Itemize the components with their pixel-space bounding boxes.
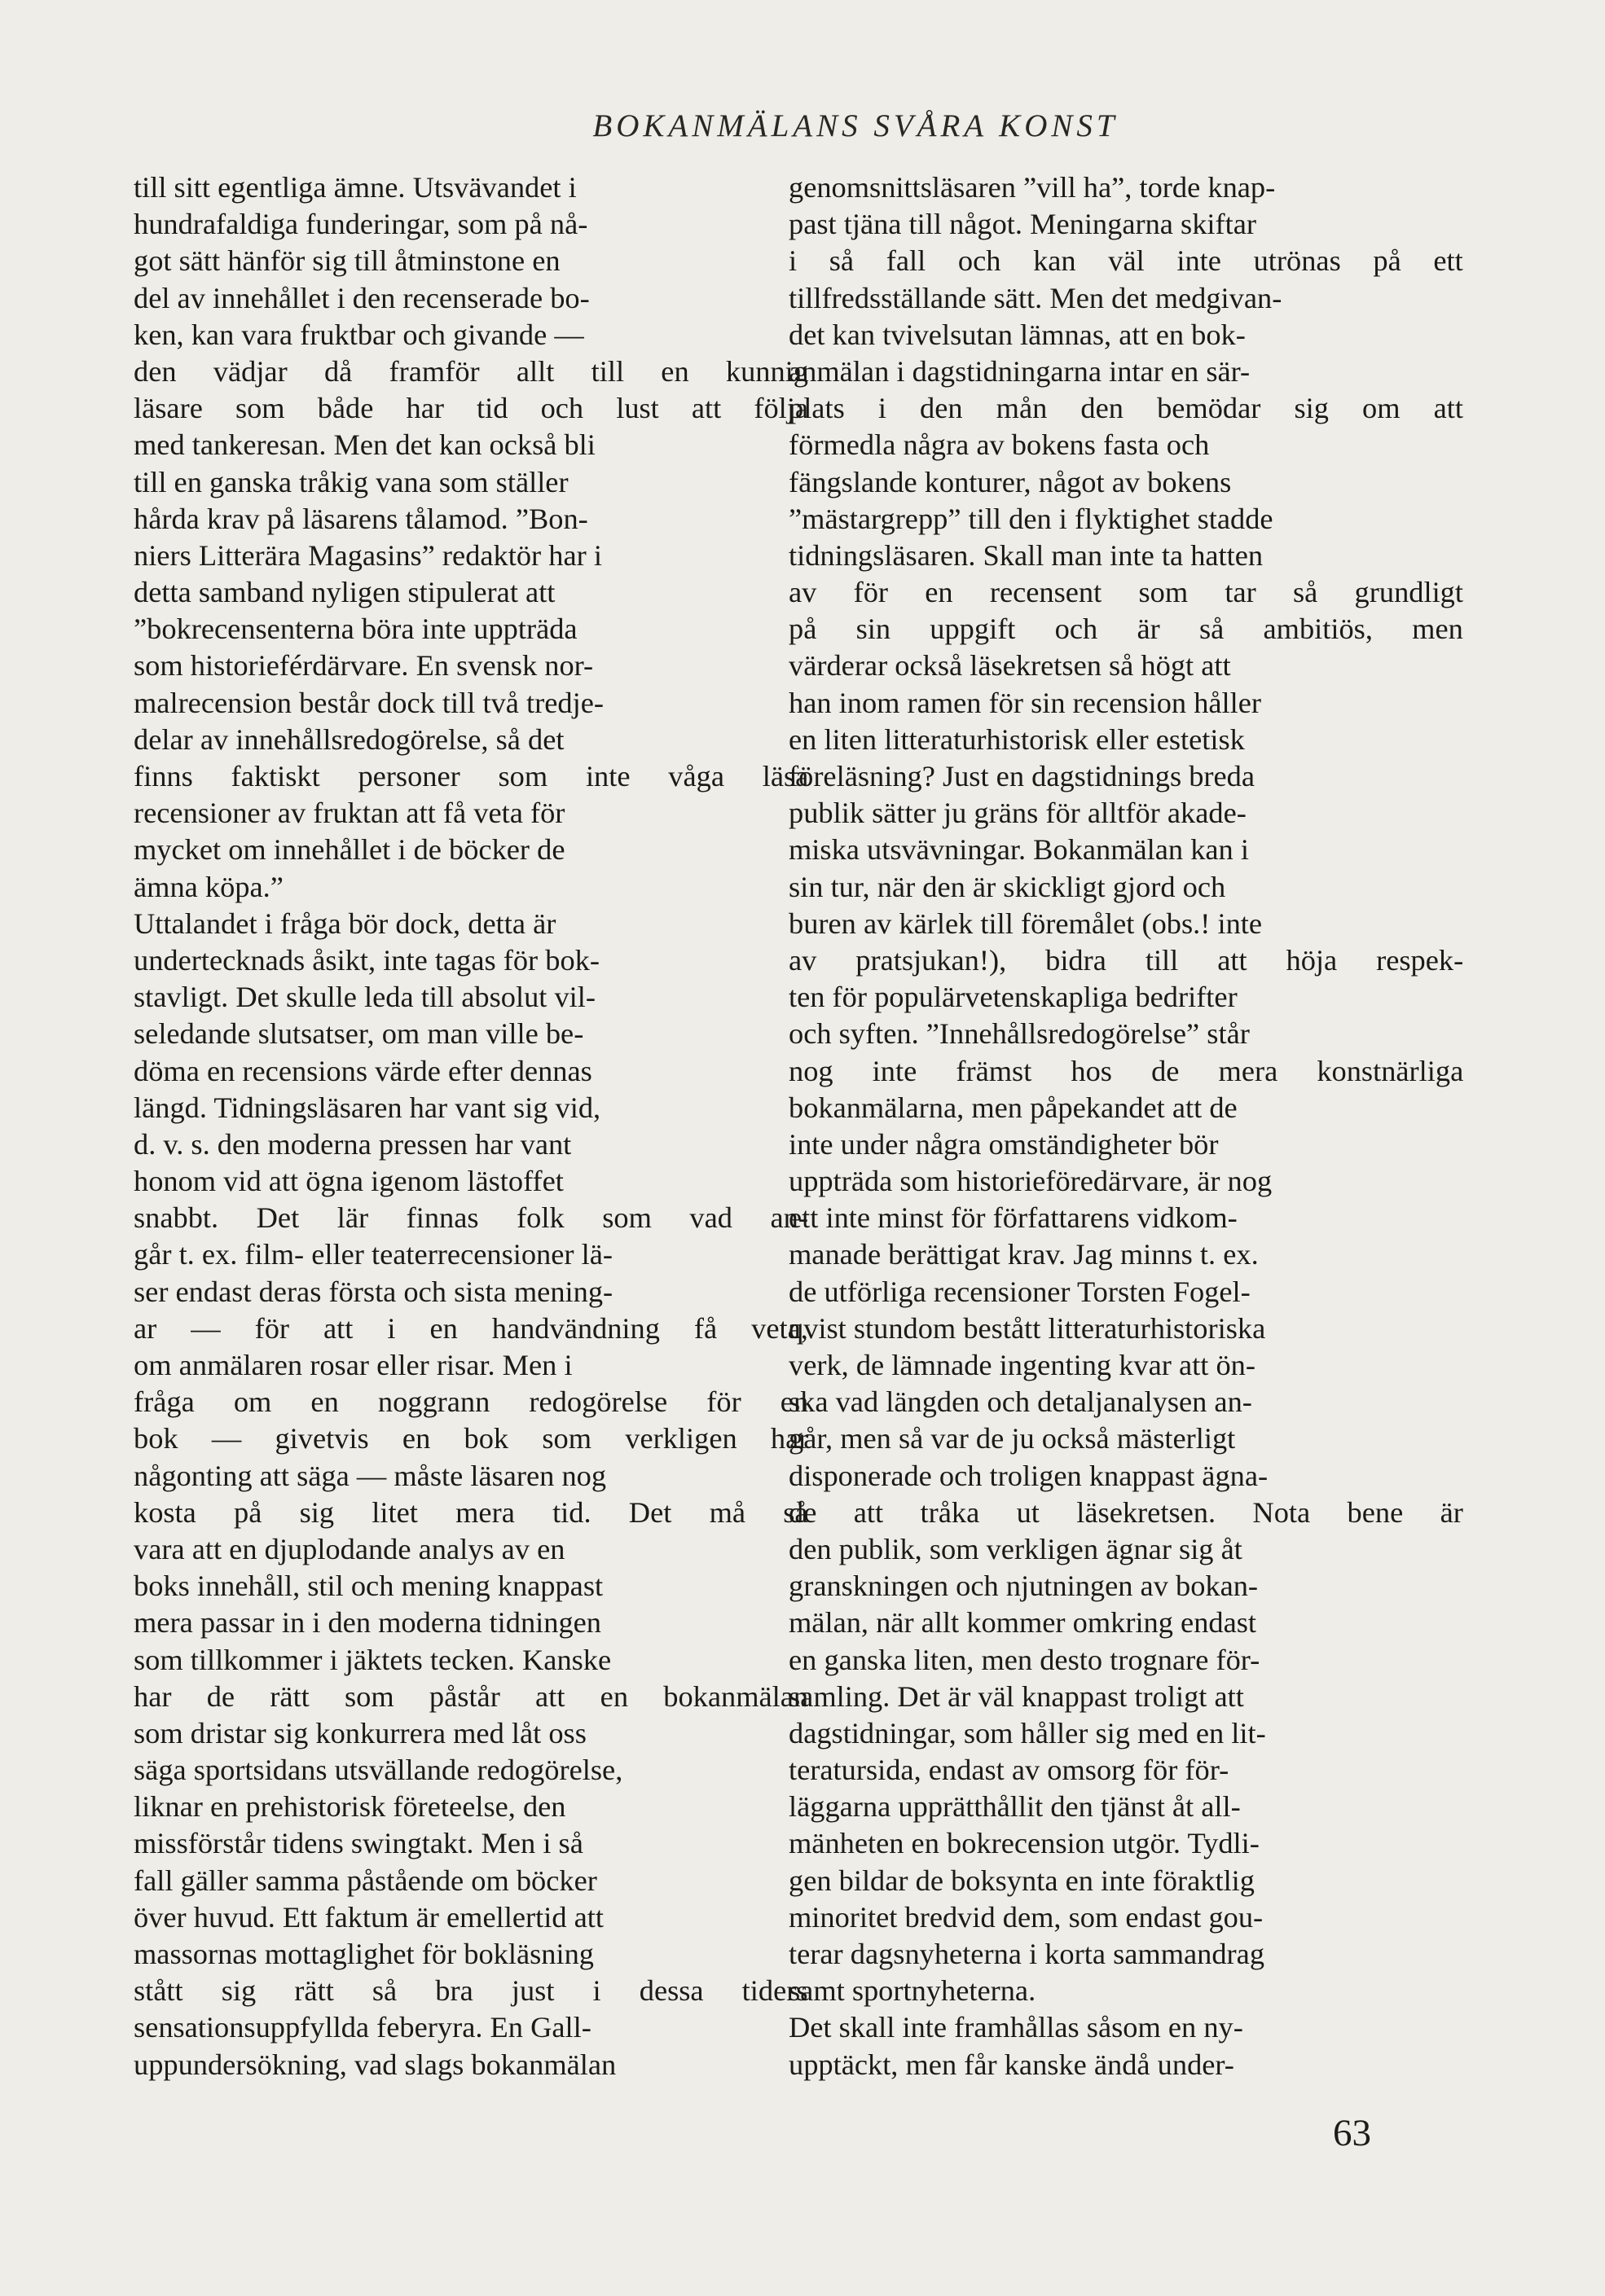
text-line: genomsnittsläsaren ”vill ha”, torde knap-: [789, 171, 1276, 204]
text-line: buren av kärlek till föremålet (obs.! inte: [789, 907, 1263, 940]
text-line: de att tråka ut läsekretsen. Nota bene är: [789, 1495, 1463, 1529]
text-line: bok — givetvis en bok som verkligen har: [134, 1422, 809, 1455]
text-line: sensationsuppfyllda feberyra. En Gall-: [134, 2011, 591, 2044]
text-line: samling. Det är väl knappast troligt att: [789, 1679, 1244, 1713]
text-line: mycket om innehållet i de böcker de: [134, 833, 565, 867]
text-line: med tankeresan. Men det kan också bli: [134, 428, 596, 462]
text-line: detta samband nyligen stipulerat att: [134, 576, 556, 609]
text-line: som historieférdärvare. En svensk nor-: [134, 649, 594, 683]
text-line: seledande slutsatser, om man ville be-: [134, 1017, 584, 1051]
right-column: [789, 169, 1463, 2083]
text-line: Uttalandet i fråga bör dock, detta är: [134, 907, 556, 940]
text-line: sin tur, när den är skickligt gjord och: [789, 870, 1226, 903]
text-line: finns faktiskt personer som inte våga läsa: [134, 760, 809, 792]
text-line: mera passar in i den moderna tidningen: [134, 1606, 601, 1640]
text-line: upptäckt, men får kanske ändå under-: [789, 2048, 1234, 2081]
text-line: delar av innehållsredogörelse, så det: [134, 722, 565, 756]
text-line: terar dagsnyheterna i korta sammandrag: [789, 1938, 1265, 1970]
text-line: en liten litteraturhistorisk eller estetisk: [789, 722, 1245, 756]
text-line: föreläsning? Just en dagstidnings breda: [789, 760, 1255, 792]
text-line: ar — för att i en handvändning få veta,: [134, 1311, 808, 1345]
text-line: på sin uppgift och är så ambitiös, men: [789, 612, 1463, 646]
text-line: ”mästargrepp” till den i flyktighet stadde: [789, 502, 1273, 535]
text-line: värderar också läsekretsen så högt att: [789, 649, 1231, 683]
text-line: i så fall och kan väl inte utrönas på ett: [789, 244, 1463, 278]
text-line: ken, kan vara fruktbar och givande —: [134, 318, 584, 351]
text-line: över huvud. Ett faktum är emellertid att: [134, 1900, 605, 1934]
text-line: tidningsläsaren. Skall man inte ta hatten: [789, 538, 1264, 572]
page-number: 63: [1333, 2112, 1371, 2154]
text-line: miska utsvävningar. Bokanmälan kan i: [789, 833, 1249, 867]
text-line: bokanmälarna, men påpekandet att de: [789, 1091, 1238, 1124]
text-line: granskningen och njutningen av bokan-: [789, 1569, 1259, 1603]
text-line: den publik, som verkligen ägnar sig åt: [789, 1532, 1242, 1565]
text-line: vara att en djuplodande analys av en: [134, 1532, 565, 1565]
text-line: stått sig rätt så bra just i dessa tiders: [134, 1974, 808, 2008]
text-line: anmälan i dagstidningarna intar en sär-: [789, 354, 1251, 388]
text-line: en ganska liten, men desto trognare för-: [789, 1643, 1260, 1676]
text-line: disponerade och troligen knappast ägna-: [789, 1459, 1269, 1492]
text-line: till sitt egentliga ämne. Utsvävandet i: [134, 171, 577, 204]
text-line: minoritet bredvid dem, som endast gou-: [789, 1900, 1264, 1934]
text-line: malrecension består dock till två tredje-: [134, 686, 604, 719]
text-line: kosta på sig litet mera tid. Det må så: [134, 1495, 808, 1529]
text-line: liknar en prehistorisk företeelse, den: [134, 1790, 566, 1824]
text-line: verk, de lämnade ingenting kvar att ön-: [789, 1349, 1255, 1381]
left-column: [134, 169, 808, 2083]
text-line: ”bokrecensenterna böra inte uppträda: [134, 612, 578, 646]
text-line: honom vid att ögna igenom lästoffet: [134, 1165, 564, 1198]
text-line: ten för populärvetenskapliga bedrifter: [789, 981, 1238, 1014]
text-line: fall gäller samma påstående om böcker: [134, 1864, 597, 1897]
text-line: ser endast deras första och sista mening-: [134, 1275, 613, 1308]
text-line: det kan tvivelsutan lämnas, att en bok-: [789, 318, 1246, 351]
text-line: inte under några omständigheter bör: [789, 1127, 1219, 1161]
text-line: går, men så var de ju också mästerligt: [789, 1422, 1236, 1455]
text-line: boks innehåll, stil och mening knappast: [134, 1569, 604, 1603]
text-line: mänheten en bokrecension utgör. Tydli-: [789, 1827, 1260, 1860]
text-line: de utförliga recensioner Torsten Fogel-: [789, 1275, 1251, 1308]
text-line: recensioner av fruktan att få veta för: [134, 797, 565, 830]
text-line: plats i den mån den bemödar sig om att: [789, 392, 1464, 425]
text-line: uppundersökning, vad slags bokanmälan: [134, 2048, 617, 2081]
text-line: Det skall inte framhållas såsom en ny-: [789, 2011, 1243, 2044]
text-line: döma en recensions värde efter dennas: [134, 1054, 592, 1087]
running-header: BOKANMÄLANS SVÅRA KONST: [592, 108, 1119, 143]
text-line: nog inte främst hos de mera konstnärliga: [789, 1054, 1464, 1087]
text-line: d. v. s. den moderna pressen har vant: [134, 1127, 572, 1161]
text-line: läggarna upprätthållit den tjänst åt all-: [789, 1790, 1241, 1824]
text-line: missförstår tidens swingtakt. Men i så: [134, 1827, 583, 1860]
text-line: dagstidningar, som håller sig med en lit-: [789, 1716, 1266, 1749]
text-line: ska vad längden och detaljanalysen an-: [789, 1385, 1252, 1419]
text-line: qvist stundom bestått litteraturhistoriska: [789, 1311, 1266, 1345]
text-line: massornas mottaglighet för bokläsning: [134, 1938, 594, 1970]
text-line: av pratsjukan!), bidra till att höja respek-: [789, 943, 1464, 977]
text-line: som dristar sig konkurrera med låt oss: [134, 1716, 587, 1749]
text-line: fängslande konturer, något av bokens: [789, 465, 1232, 498]
text-line: manade berättigat krav. Jag minns t. ex.: [789, 1238, 1259, 1271]
text-line: ett inte minst för författarens vidkom-: [789, 1201, 1238, 1235]
text-line: stavligt. Det skulle leda till absolut vil-: [134, 981, 596, 1014]
text-line: teratursida, endast av omsorg för för-: [789, 1754, 1229, 1787]
text-line: som tillkommer i jäktets tecken. Kanske: [134, 1643, 612, 1676]
text-line: mälan, när allt kommer omkring endast: [789, 1606, 1257, 1640]
text-line: fråga om en noggrann redogörelse för en: [134, 1385, 809, 1419]
text-line: den vädjar då framför allt till en kunnig: [134, 354, 808, 388]
text-line: av för en recensent som tar så grundligt: [789, 576, 1463, 609]
text-line: till en ganska tråkig vana som ställer: [134, 465, 569, 498]
text-line: säga sportsidans utsvällande redogörelse,: [134, 1754, 623, 1787]
text-line: går t. ex. film- eller teaterrecensioner lä-: [134, 1238, 613, 1271]
text-line: ämna köpa.”: [134, 870, 284, 903]
text-line: uppträda som historieföredärvare, är nog: [789, 1165, 1273, 1198]
text-line: hårda krav på läsarens tålamod. ”Bon-: [134, 502, 588, 535]
text-line: undertecknads åsikt, inte tagas för bok-: [134, 943, 600, 977]
text-line: publik sätter ju gräns för alltför akade-: [789, 797, 1247, 830]
text-line: past tjäna till något. Meningarna skiftar: [789, 208, 1257, 241]
text-line: got sätt hänför sig till åtminstone en: [134, 244, 561, 278]
text-line: och syften. ”Innehållsredogörelse” står: [789, 1017, 1250, 1051]
text-line: del av innehållet i den recenserade bo-: [134, 281, 590, 314]
text-line: längd. Tidningsläsaren har vant sig vid,: [134, 1091, 601, 1124]
text-line: någonting att säga — måste läsaren nog: [134, 1459, 607, 1492]
text-line: om anmälaren rosar eller risar. Men i: [134, 1349, 573, 1381]
text-line: niers Litterära Magasins” redaktör har i: [134, 538, 602, 572]
text-line: gen bildar de boksynta en inte föraktlig: [789, 1864, 1255, 1897]
text-line: snabbt. Det lär finnas folk som vad an-: [134, 1201, 808, 1235]
text-line: har de rätt som påstår att en bokanmälan: [134, 1679, 809, 1713]
text-line: tillfredsställande sätt. Men det medgivan-: [789, 281, 1282, 314]
text-line: han inom ramen för sin recension håller: [789, 686, 1262, 719]
text-line: förmedla några av bokens fasta och: [789, 428, 1210, 462]
text-line: samt sportnyheterna.: [789, 1974, 1036, 2008]
text-line: läsare som både har tid och lust att följa: [134, 392, 809, 425]
text-line: hundrafaldiga funderingar, som på nå-: [134, 208, 588, 241]
